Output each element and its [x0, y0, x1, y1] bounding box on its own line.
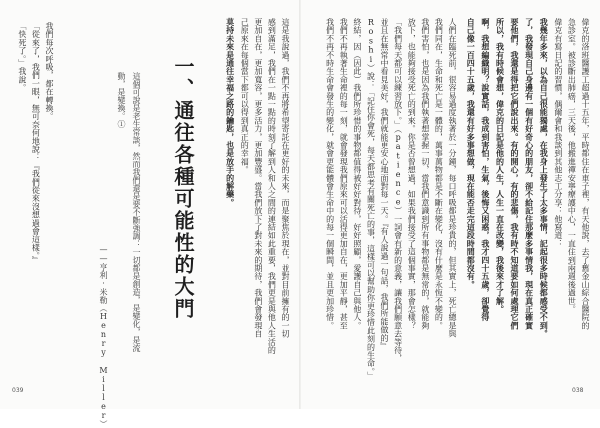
body-line-emphasis: 啊，我想編織明？說實話，我成到害怕，生氣，後悔又困惑，我才四十五歲，卻覺得	[480, 18, 491, 322]
body-line: 「從來了，我們一眼，無可奈何地說：『我們從來沒想過會這樣。』	[31, 22, 41, 264]
body-line: 人們在臨死前，很容易過度執著於一分鐘，每口呼吸都是珍貴的，但其實上，死亡總是與	[448, 18, 457, 338]
body-line-emphasis: 莫持未來是通往幸福之路的鑰匙，也是放手的解藥。	[225, 18, 236, 207]
page-gutter	[299, 0, 301, 409]
body-line-emphasis: 了，我發現自己身邊有一個有好奇心的朋友，卻不給記住那麼多事情我，現在真正確實	[524, 18, 535, 330]
section-title: 一、通往各種可能性的大門	[171, 56, 195, 320]
body-line-emphasis: 要他們，我還是得把它們說出來。有的開心，有的悲傷，我有時不知道要如何處理它們	[510, 18, 521, 330]
body-line-emphasis: 自己像一百四十五歲，我還有好多事想做，現在能否走完這段時間都沒有。	[466, 18, 477, 289]
body-line: 己原來在每個當下都可以得到真正的幸福。	[240, 18, 250, 174]
body-line: 放下，也能夠接受死亡的到來。你是否曾想過，如果我們接受了這個事實，那會怎樣？	[407, 18, 417, 330]
right-page-text-bottom	[309, 18, 459, 378]
body-line: 終結，因（因此）我們所珍惜的事物都值得被好好對待，好好照顧，愛護自己與他人。	[352, 18, 362, 330]
body-line-emphasis: 我幾年多來，以為自己很能獨處，在我身上發生了太多事情，記起很多時候都感受不到。	[539, 18, 550, 338]
quote-line: 這個可說是老生常談，然而我們還是要不斷強調：一切都是創造，是變化，是流	[132, 72, 141, 352]
body-line: 更加自在，更加寬容，更多活力，更加豐盛。當我們放下了對未來的期待，我們會發現自	[253, 18, 263, 338]
epigraph-quote	[106, 72, 144, 372]
body-line: 我們不再不時生命會發生的變化，就會更能體會生命中的每一個瞬間，並且更加珍惜。	[325, 18, 335, 330]
body-line: 我們每次呼吸，都在轉換。	[45, 22, 54, 121]
body-line-emphasis: 所以，我有時候會想，偉克的日記是他的人生，人生一直在改變，我後來才了解。	[495, 18, 506, 314]
body-line: 並且在無常中看見美好，我們就能更安心地面對每一天。『有人說過一句話，我們所能做的』	[380, 18, 390, 351]
body-line: 「我們每天都可以練習放下。」（patience）一詞會有新的意義，讓我們願意去等待，	[393, 18, 403, 363]
page-number-left: 039	[12, 387, 24, 394]
body-line: 這是我說過，我們不再將希望寄託在更好的未來，而是聚焦於現在，並對目前擁有的一切	[281, 18, 290, 338]
left-page-bottom-text	[10, 22, 56, 382]
quote-line: 動，是變換。	[117, 72, 126, 120]
body-line: 我們同在，生命和死亡是一體的，萬事萬物都是不斷在變化，沒有什麼是永恆不變的。	[434, 18, 444, 330]
body-line: 我們不再執著生命裡的每一刻，就會發現我們原來可以活得更加自在，更加平靜，甚至	[339, 18, 349, 330]
body-line: Roshi）說：「記住你會死，每天都思考有關死亡的事，這樣可以幫助你更珍惜此刻的生命。」	[366, 18, 376, 380]
left-page-body-text	[225, 18, 292, 378]
body-line: 偉克的洛班醫護工超過十五年，平時都住在車子裡，有天他說，去了舊金山綜合醫院的	[581, 18, 590, 330]
body-line: 偉克有寫日記的習慣，偶爾會和我談到其他志工分享：他寫道：	[553, 18, 563, 248]
body-line: 感到滿足，我們在一點一點的時刻了解到人和人之間的連結如此重要，我們更是與他人生活的	[267, 18, 277, 355]
page-number-right: 038	[572, 387, 584, 394]
epigraph-attribution: ——亨利·米勒（Henry Miller）	[99, 245, 108, 428]
body-line: 急診室。被診斷出肺癌，三天後，他搬進禪安寧療護中心，一直住到兩週後過世。	[567, 18, 577, 314]
body-line: 「快死了。」我說。	[17, 22, 27, 92]
footnote-marker: ①	[117, 120, 126, 128]
body-line: 我們害怕，也是因為我們執著想掌握一切，當我們意識到所有事物都是無常的，就能夠	[420, 18, 430, 330]
